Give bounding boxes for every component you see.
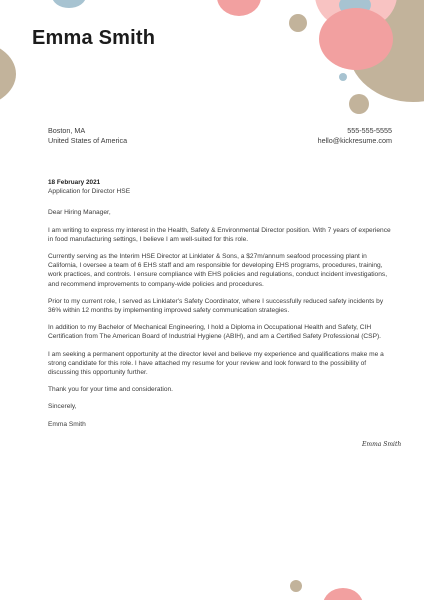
decorative-circle-blue-dot bbox=[339, 73, 347, 81]
letter-paragraph: Currently serving as the Interim HSE Director at Linklater & Sons, a $27m/annum seafood processing plant in California, I oversee a team of 6 EHS staff and am responsible for developing EHS programs, procedures, training, work practices, and controls. I ensure compliance with EHS policies and regulations, conduct incident investigations, and recommend improvements to company-wide policies and procedures. bbox=[48, 253, 388, 288]
letter-paragraph: I am writing to express my interest in the Health, Safety & Environmental Director position. With 7 years of experience in food manufacturing settings, I believe I am well-suited for this role. bbox=[48, 226, 391, 243]
phone-number: 555-555-5555 bbox=[347, 126, 392, 135]
letter-closing: Sincerely, bbox=[48, 403, 77, 411]
decorative-circle-tan bbox=[349, 94, 369, 114]
address-block bbox=[48, 126, 127, 146]
letter-body bbox=[48, 178, 396, 429]
decorative-circle-blue bbox=[52, 0, 86, 8]
letter-paragraph: I am seeking a permanent opportunity at the director level and believe my experience and qualifications make me a strong candidate for this role. I have attached my resume for your review and look forward to the possibility of discussing this opportunity further. bbox=[48, 350, 384, 377]
handwritten-signature: Emma Smith bbox=[362, 441, 402, 448]
letter-paragraph: Thank you for your time and consideration. bbox=[48, 386, 173, 394]
decorative-circle-tan-left bbox=[0, 40, 16, 108]
address-city: Boston, MA bbox=[48, 126, 86, 135]
letter-paragraph: In addition to my Bachelor of Mechanical Engineering, I hold a Diploma in Occupational Health and Safety, CIH Certification from The American Board of Industrial Hygiene (ABIH), and am a Certified Safety Professional (CSP). bbox=[48, 324, 382, 341]
contact-block bbox=[318, 126, 392, 146]
decorative-circle-pink-large bbox=[319, 8, 393, 70]
letter-paragraph: Prior to my current role, I served as Linklater's Safety Coordinator, where I successfully reduced safety incidents by 36% within 12 months by implementing improved safety communication strategies. bbox=[48, 297, 384, 315]
decorative-circle-tan bbox=[289, 14, 307, 32]
decorative-circle-pink bbox=[217, 0, 261, 16]
letter-date: 18 February 2021 bbox=[48, 179, 101, 186]
decorative-circle-pink-bottom bbox=[323, 588, 363, 600]
letter-greeting: Dear Hiring Manager, bbox=[48, 209, 111, 217]
email-address[interactable]: hello@kickresume.com bbox=[317, 136, 392, 145]
decorative-circle-tan-bottom bbox=[290, 580, 302, 592]
address-country: United States of America bbox=[48, 136, 128, 145]
letter-signer: Emma Smith bbox=[48, 420, 86, 428]
letter-subject: Application for Director HSE bbox=[48, 188, 131, 196]
applicant-name: Emma Smith bbox=[32, 27, 156, 49]
